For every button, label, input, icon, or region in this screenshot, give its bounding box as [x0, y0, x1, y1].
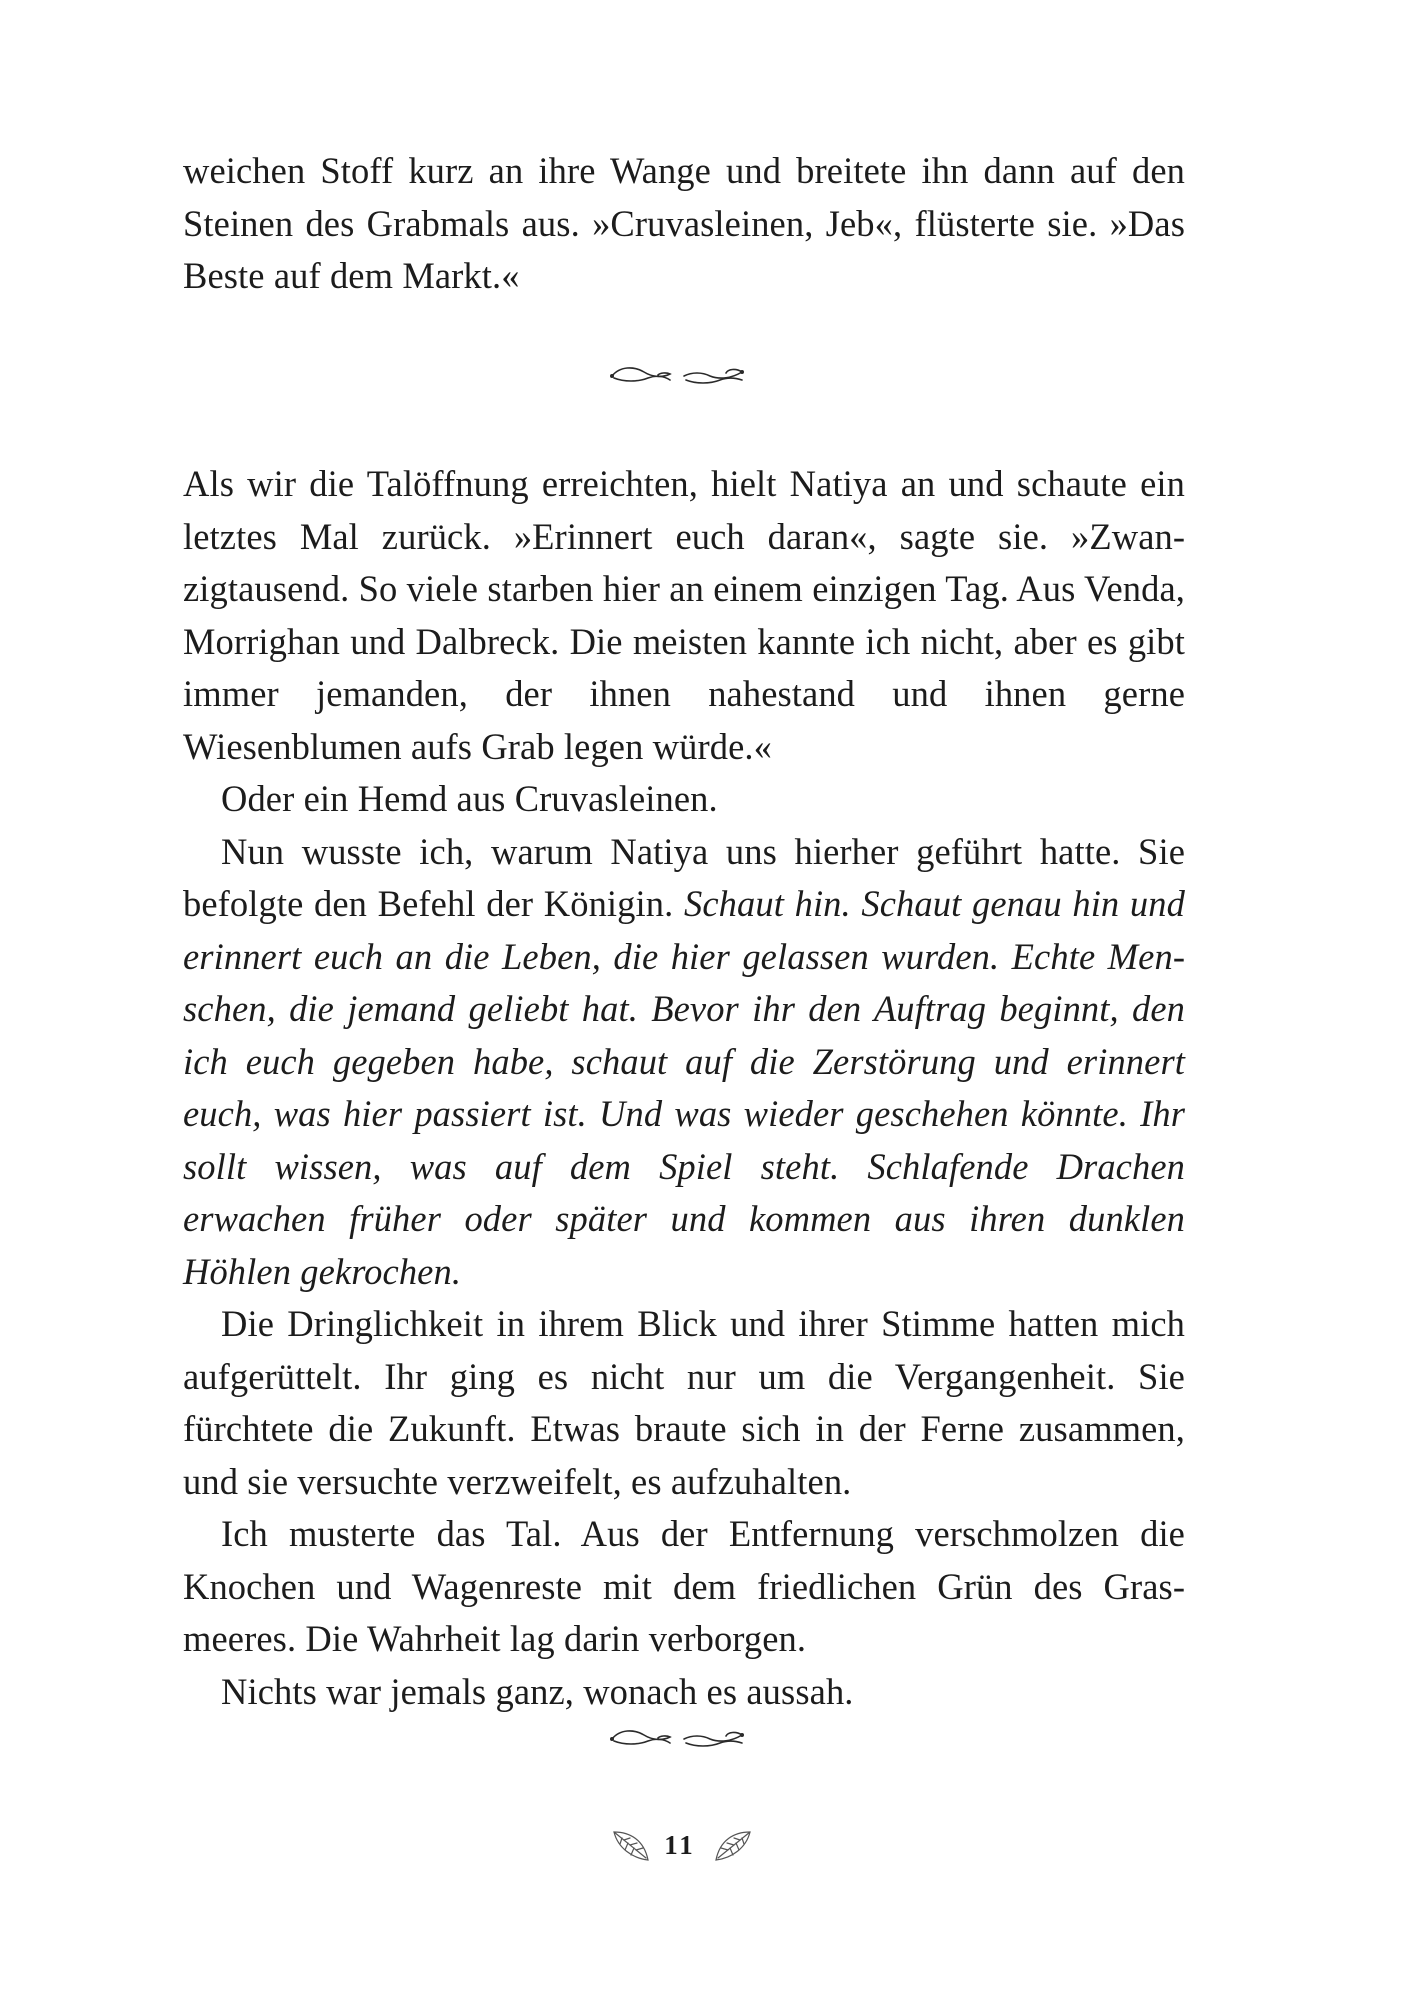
- leaf-icon: [610, 1826, 652, 1864]
- paragraph: [183, 145, 1185, 303]
- flourish-divider-icon: [608, 1725, 746, 1751]
- paragraph-text: Nun wusste ich, warum Natiya uns hierher geführt hatte. Sie befolgte den Befehl der Königin.: [183, 830, 1185, 924]
- paragraph: [183, 458, 1185, 773]
- paragraph: [183, 773, 1185, 826]
- paragraph-text: Nichts war jemals ganz, wonach es aussah.: [221, 1670, 854, 1712]
- paragraph: [183, 1508, 1185, 1666]
- paragraph-text: Die Dringlichkeit in ihrem Blick und ihrer Stimme hatten mich aufgerüttelt. Ihr ging es nicht nur um die Vergangenheit. Sie fürchtete die Zukunft. Etwas braute sich in der Ferne zusammen, und sie versuchte verzweifelt, es aufzuhalten.: [183, 1303, 1185, 1502]
- text-section-main: [183, 458, 1185, 1718]
- page-footer: [0, 1822, 1410, 1872]
- italic-quote-text: Schaut hin. Schaut genau hin und erinnert euch an die Leben, die hier gelassen wurden. Echte Menschen, die jemand geliebt hat. Bevor ihr den Auftrag beginnt, den ich euch gegeben habe, schaut auf die Zerstörung und erinnert euch, was hier passiert ist. Und was wieder geschehen könnte. Ihr sollt wissen, was auf dem Spiel steht. Schlafende Drachen erwachen früher oder später und kommen aus ihren dunklen Höhlen gekrochen.: [183, 883, 1185, 1292]
- paragraph-text: weichen Stoff kurz an ihre Wange und breitete ihn dann auf den Steinen des Grabmals aus. »Cruvasleinen, Jeb«, flüsterte sie. »Das Beste auf dem Markt.«: [183, 150, 1185, 296]
- paragraph-text: Ich musterte das Tal. Aus der Entfernung verschmolzen die Knochen und Wagenreste mit dem friedlichen Grün des Grasmeeres. Die Wahrheit lag darin verborgen.: [183, 1513, 1185, 1659]
- paragraph: [183, 1298, 1185, 1508]
- paragraph-text: Oder ein Hemd aus Cruvasleinen.: [221, 778, 718, 819]
- paragraph: [183, 1666, 1185, 1719]
- paragraph: [183, 826, 1185, 1299]
- leaf-icon: [712, 1826, 754, 1864]
- page-number: 11: [664, 1830, 696, 1860]
- flourish-divider-icon: [608, 362, 746, 388]
- paragraph-text: Als wir die Talöffnung erreichten, hielt Natiya an und schaute ein letztes Mal zurück. »Erinnert euch daran«, sagte sie. »Zwanzigtausend. So viele starben hier an einem einzigen Tag. Aus Venda, Morrighan und Dalbreck. Die meisten kannte ich nicht, aber es gibt immer jemanden, der ihnen nahestand und ihnen gerne Wiesenblumen aufs Grab legen würde.«: [183, 463, 1185, 767]
- text-section-top: [183, 145, 1185, 303]
